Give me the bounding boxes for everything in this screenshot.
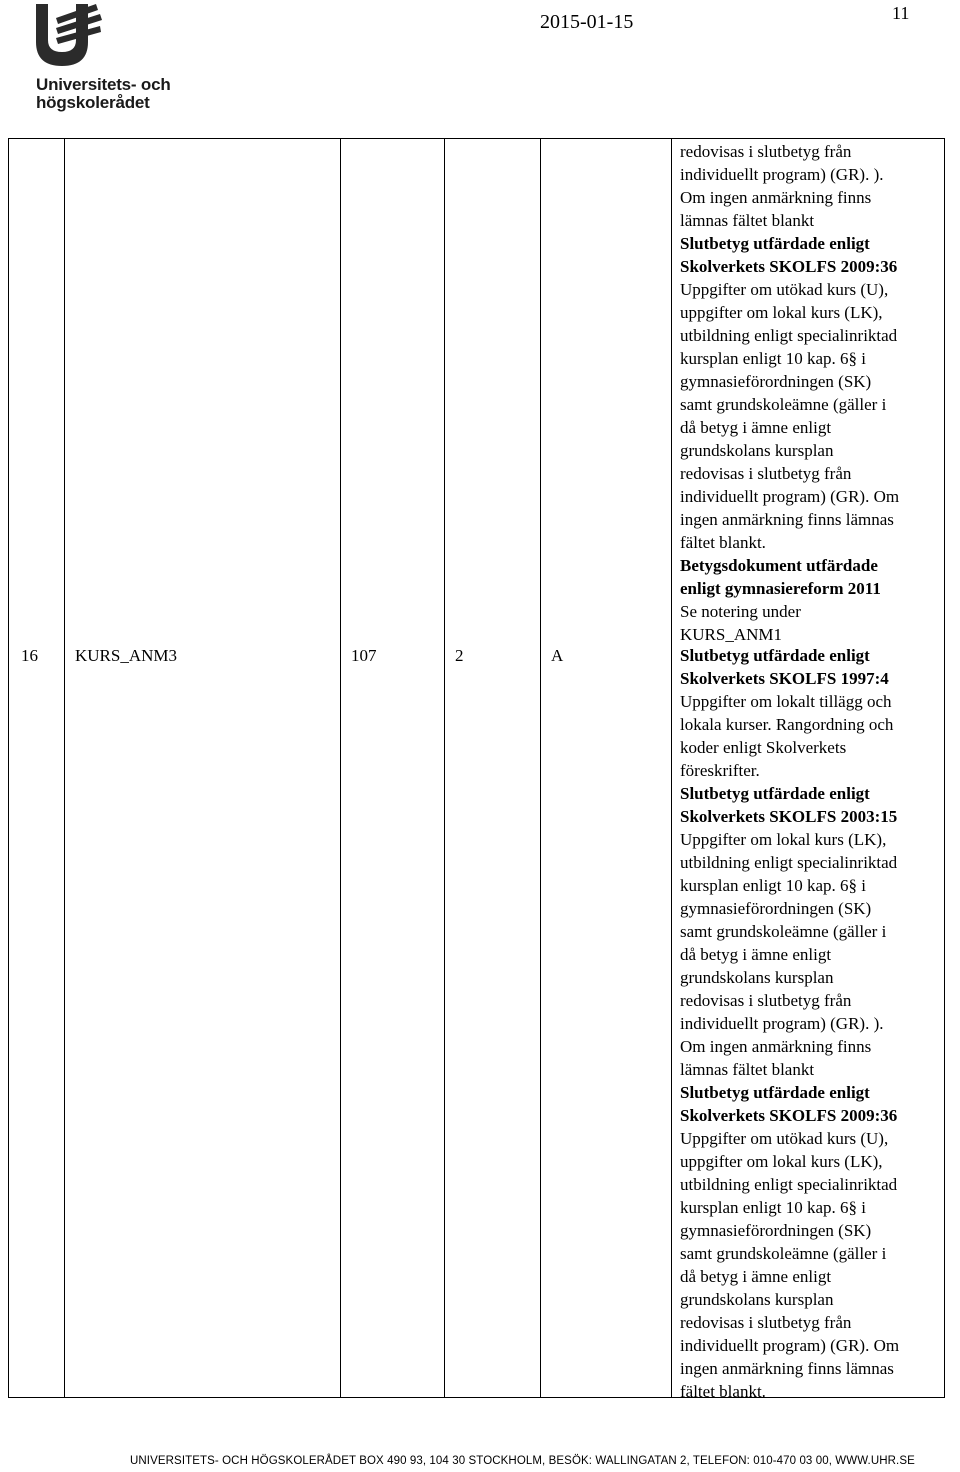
description-line: Skolverkets SKOLFS 2009:36 [680, 257, 898, 276]
description-line: Uppgifter om utökad kurs (U), [680, 1129, 889, 1148]
description-line: Betygsdokument utfärdade [680, 556, 878, 575]
description-line: Om ingen anmärkning finns [680, 1037, 872, 1056]
description-line: Slutbetyg utfärdade enligt [680, 234, 870, 253]
description-line: redovisas i slutbetyg från [680, 142, 852, 161]
page-number: 11 [892, 3, 910, 23]
description-line: individuellt program) (GR). ). [680, 1014, 884, 1033]
description-line: grundskolans kursplan [680, 441, 834, 460]
continuation-description [680, 140, 942, 646]
description-line: kursplan enligt 10 kap. 6§ i [680, 1198, 867, 1217]
column-divider [444, 139, 445, 1397]
description-line: Uppgifter om lokal kurs (LK), [680, 830, 887, 849]
description-line: ingen anmärkning finns lämnas [680, 1359, 894, 1378]
description-line: individuellt program) (GR). Om [680, 487, 900, 506]
description-line: redovisas i slutbetyg från [680, 991, 852, 1010]
description-line: Slutbetyg utfärdade enligt [680, 646, 870, 665]
description-line: uppgifter om lokal kurs (LK), [680, 303, 883, 322]
description-line: redovisas i slutbetyg från [680, 1313, 852, 1332]
description-line: Slutbetyg utfärdade enligt [680, 1083, 870, 1102]
column-divider [340, 139, 341, 1397]
field-length: 107 [351, 646, 377, 665]
description-line: samt grundskoleämne (gäller i [680, 395, 887, 414]
description-line: samt grundskoleämne (gäller i [680, 922, 887, 941]
description-line: gymnasieförordningen (SK) [680, 372, 872, 391]
document-date: 2015-01-15 [540, 11, 634, 33]
description-line: då betyg i ämne enligt [680, 418, 832, 437]
description-line: lokala kurser. Rangordning och [680, 715, 894, 734]
logo-line-1: Universitets- och [36, 75, 171, 94]
field-name: KURS_ANM3 [75, 646, 178, 665]
description-line: samt grundskoleämne (gäller i [680, 1244, 887, 1263]
row16-description [680, 644, 942, 1403]
description-line: gymnasieförordningen (SK) [680, 1221, 872, 1240]
description-line: kursplan enligt 10 kap. 6§ i [680, 876, 867, 895]
description-line: koder enligt Skolverkets [680, 738, 847, 757]
field-table [8, 138, 945, 1401]
description-line: Skolverkets SKOLFS 2009:36 [680, 1106, 898, 1125]
logo-line-2: högskolerådet [36, 93, 150, 112]
description-line: Uppgifter om lokalt tillägg och [680, 692, 892, 711]
description-line: Se notering under [680, 602, 801, 621]
description-line: gymnasieförordningen (SK) [680, 899, 872, 918]
description-line: Om ingen anmärkning finns [680, 188, 872, 207]
row-number: 16 [21, 646, 38, 665]
logo-wordmark [36, 76, 171, 112]
description-line: Uppgifter om utökad kurs (U), [680, 280, 889, 299]
description-line: individuellt program) (GR). Om [680, 1336, 900, 1355]
description-line: Skolverkets SKOLFS 1997:4 [680, 669, 889, 688]
description-line: Skolverkets SKOLFS 2003:15 [680, 807, 898, 826]
description-line: kursplan enligt 10 kap. 6§ i [680, 349, 867, 368]
description-line: uppgifter om lokal kurs (LK), [680, 1152, 883, 1171]
description-line: utbildning enligt specialinriktad [680, 853, 898, 872]
description-line: grundskolans kursplan [680, 1290, 834, 1309]
description-line: individuellt program) (GR). ). [680, 165, 884, 184]
description-line: föreskrifter. [680, 761, 760, 780]
description-line: fältet blankt. [680, 1382, 766, 1401]
page-footer: UNIVERSITETS- OCH HÖGSKOLERÅDET BOX 490 93, 104 30 STOCKHOLM, BESÖK: WALLINGATAN 2, TELEFON: 010-470 03 00, WWW.UHR.SE [130, 1455, 915, 1467]
description-line: utbildning enligt specialinriktad [680, 1175, 898, 1194]
description-line: då betyg i ämne enligt [680, 1267, 832, 1286]
description-line: enligt gymnasiereform 2011 [680, 579, 881, 598]
description-line: utbildning enligt specialinriktad [680, 326, 898, 345]
description-line: KURS_ANM1 [680, 625, 783, 644]
description-line: då betyg i ämne enligt [680, 945, 832, 964]
description-line: ingen anmärkning finns lämnas [680, 510, 894, 529]
column-divider [64, 139, 65, 1397]
description-line: Slutbetyg utfärdade enligt [680, 784, 870, 803]
column-divider [671, 139, 672, 1397]
field-position: 2 [455, 646, 464, 665]
description-line: redovisas i slutbetyg från [680, 464, 852, 483]
description-line: lämnas fältet blankt [680, 211, 815, 230]
column-divider [540, 139, 541, 1397]
description-line: grundskolans kursplan [680, 968, 834, 987]
description-line: fältet blankt. [680, 533, 766, 552]
description-line: lämnas fältet blankt [680, 1060, 815, 1079]
field-type: A [551, 646, 564, 665]
